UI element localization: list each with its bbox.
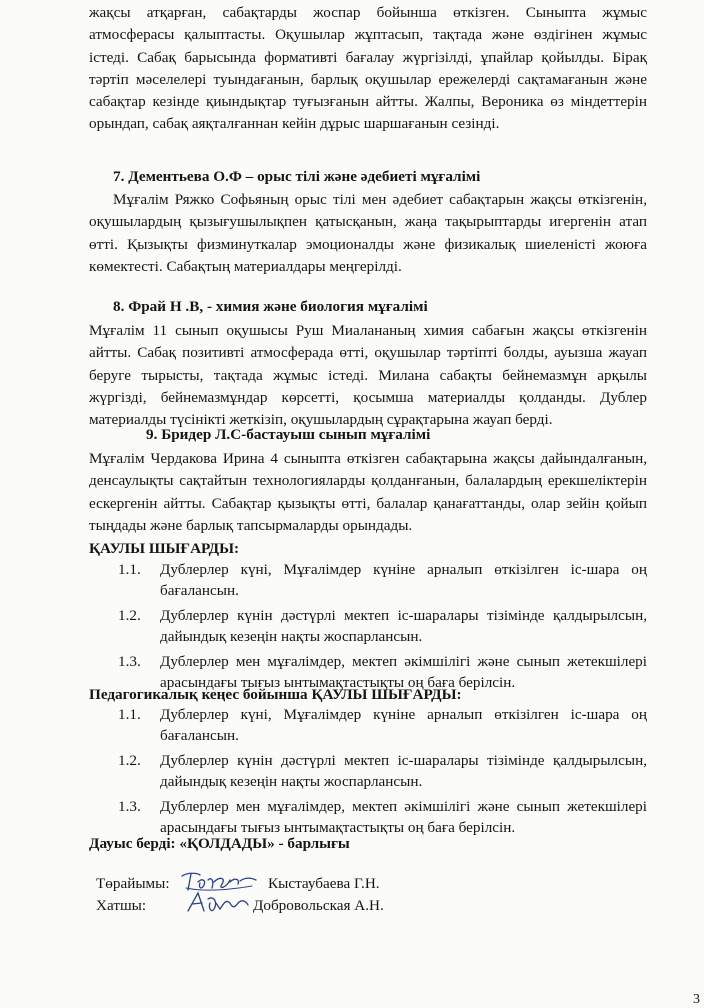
resolution-item-number: 1.1. [118, 706, 141, 723]
section-9-paragraph: Мұғалім Чердакова Ирина 4 сыныпта өткізген сабақтарына жақсы дайындалғанын, денсаулықты сақтайтын технологияларды қолданғанын, балалардың ерекшеліктерін ескергенін айтты. Сабақтар қызықты өтті, балалар қанағаттанды, олар зейін қойып тыңдады және барлық тапсырмаларды орындады. [89, 450, 647, 534]
section-8-heading: 8. Фрай Н .В, - химия және биология мұғалімі [113, 298, 428, 315]
section-7-heading: 7. Дементьева О.Ф – орыс тілі және әдебиеті мұғалімі [113, 168, 481, 185]
resolution-item-text: Дублерлер мен мұғалімдер, мектеп әкімшілігі және сынып жетекшілері арасындағы тығыз ынтымақтастықты оң баға берілсін. [160, 798, 647, 836]
section-8-paragraph: Мұғалім 11 сынып оқушысы Руш Миалананың химия сабағын жақсы өткізгенін айтты. Сабақ позитивті атмосферада өтті, оқушылар тәртіпті болды, ауызша жауап беруге тырысты, тақтада жұмыс істеді. Милана сабақты бейнемазмұн арқылы жүргізді, бейнемазмұндар көрсетті, қосымша материалды қолданды. Дублер материалды түсінікті жеткізіп, оқушылардың сұрақтарына жауап берді. [89, 322, 647, 429]
resolution-item [89, 560, 647, 601]
chair-label: Төрайымы: [96, 875, 170, 892]
section-9-heading: 9. Бридер Л.С-бастауыш сынып мұғалімі [146, 426, 431, 443]
resolution-item-text: Дублерлер күні, Мұғалімдер күніне арналып өткізілген іс-шара оң бағалансын. [160, 561, 647, 599]
resolution-item [89, 606, 647, 647]
resolution-item-text: Дублерлер мен мұғалімдер, мектеп әкімшілігі және сынып жетекшілері арасындағы тығыз ынтымақтастықты оң баға берілсін. [160, 653, 647, 691]
section-7-paragraph: Мұғалім Ряжко Софьяның орыс тілі мен әдебиет сабақтарын жақсы өткізгенін, оқушылардың қызығушылықпен қатысқанын, жаңа тақырыптарды игергенін атап өтті. Қызықты физминуткалар эмоционалды және физикалық шиеленісті жоюға көмектесті. Сабақтың материалдары меңгерілді. [89, 191, 647, 275]
secretary-signature-image [182, 889, 252, 917]
resolution-item-text: Дублерлер күнін дәстүрлі мектеп іс-шаралары тізімінде қалдырылсын, дайындық кезеңін нақты жоспарлансын. [160, 607, 647, 645]
resolution-item-number: 1.3. [118, 653, 141, 670]
resolution-list [89, 560, 647, 693]
chair-name: Кыстаубаева Г.Н. [268, 875, 380, 892]
resolution-heading: ҚАУЛЫ ШЫҒАРДЫ: [89, 540, 240, 557]
resolution-item [89, 751, 647, 792]
resolution-item [89, 705, 647, 746]
page-number: 3 [693, 992, 700, 1007]
secretary-label: Хатшы: [96, 897, 147, 914]
vote-result: Дауыс берді: «ҚОЛДАДЫ» - барлығы [89, 835, 350, 852]
intro-paragraph: жақсы атқарған, сабақтарды жоспар бойынша өткізген. Сыныпта жұмыс атмосферасы қалыптасты. Оқушылар жұптасып, тақтада және өздігінен жұмыс істеді. Сабақ барысында формативті бағалау жүргізілді, ұпайлар қойылды. Бірақ тәртіп мәселелері туындағанын, барлық оқушылар ережелерді сақтамағанын және сабақтар кезінде қиындықтар туғызғанын айтты. Жалпы, Вероника өз міндеттерін орындап, сабақ аяқталғаннан кейін дұрыс шаршағанын сезінді. [89, 4, 647, 133]
pedagogical-council-heading: Педагогикалық кеңес бойынша ҚАУЛЫ ШЫҒАРДЫ: [89, 686, 462, 703]
resolution-item-text: Дублерлер күні, Мұғалімдер күніне арналып өткізілген іс-шара оң бағалансын. [160, 706, 647, 744]
resolution-item-number: 1.1. [118, 561, 141, 578]
council-resolution-list [89, 705, 647, 838]
resolution-item [89, 797, 647, 838]
resolution-item-number: 1.2. [118, 607, 141, 624]
resolution-item-number: 1.3. [118, 798, 141, 815]
resolution-item-text: Дублерлер күнін дәстүрлі мектеп іс-шаралары тізімінде қалдырылсын, дайындық кезеңін нақты жоспарлансын. [160, 752, 647, 790]
secretary-name: Добровольская А.Н. [253, 897, 384, 914]
resolution-item-number: 1.2. [118, 752, 141, 769]
